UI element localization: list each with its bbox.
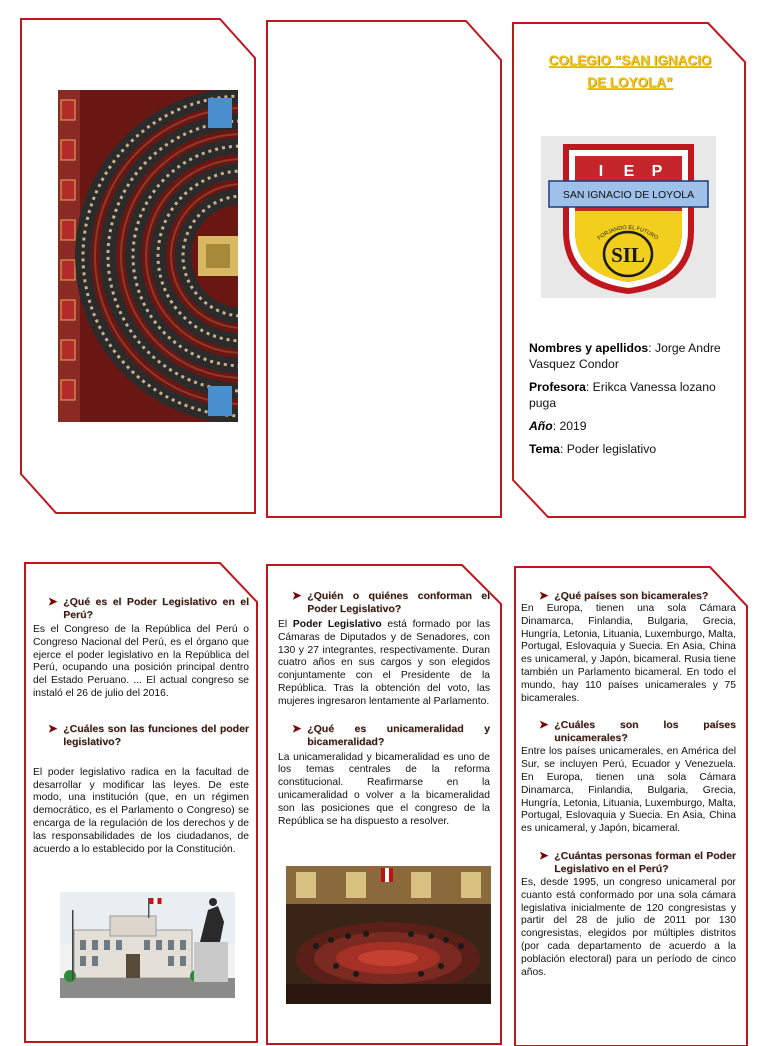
- arrow-bullet-icon: ➤: [48, 596, 58, 608]
- logo-monogram: SIL: [611, 243, 645, 267]
- panel-top-middle: [266, 20, 502, 518]
- arrow-bullet-icon: ➤: [292, 722, 302, 735]
- answer-text: Entre los países unicamerales, en América del Sur, se incluyen Perú, Ecuador y Venezuela. En Europa, tienen una sola Cámara Dinamarca, Finlandia, Bulgaria, Grecia, Hungría, Letonia, Lituania, Luxemburgo, Malta, Portugal, Eslovaquia y Suecia. En Asia, China es unicameral, y Japón, bicameral.: [521, 746, 736, 835]
- panel-cover: [512, 22, 748, 518]
- congress-plenary-photo: [286, 866, 491, 1004]
- answer-text: Es el Congreso de la República del Perú o Congreso Nacional del Perú, es el órgano que ejerce el poder legislativo en la República del Perú, ocupando una posición principal dentro del Estado Peruano. ... El actual congreso se instaló el 26 de julio del 2016.: [33, 624, 249, 699]
- arrow-bullet-icon: ➤: [48, 722, 58, 735]
- cover-title-line-2: DE LOYOLA”: [587, 75, 673, 90]
- congress-hemicycle-photo: [58, 90, 238, 422]
- answer-text: El poder legislativo radica en la facultad de desarrollar y modificar las leyes. De este modo, una institución (que, en un régimen democrático, es el Parlamento o Congreso) se encarga de la regulación de los derechos y de las responsabilidades de los ciudadanos, de acuerdo a lo establecido por la Constitución.: [33, 766, 249, 855]
- arrow-bullet-icon: ➤: [292, 590, 302, 602]
- cover-title: [512, 50, 748, 94]
- info-year: Año: 2019: [529, 419, 587, 433]
- cover-info: [529, 340, 737, 464]
- logo-band-text: SAN IGNACIO DE LOYOLA: [562, 189, 695, 201]
- question-heading: ➤ ¿Quién o quiénes conforman el Poder Legislativo?: [292, 590, 490, 615]
- question-heading: ➤ ¿Qué países son bicamerales?: [539, 590, 709, 602]
- panel-bottom-right: [514, 566, 748, 1046]
- answer-text: El Poder Legislativo está formado por las Cámaras de Diputados y de Senadores, con 130 y 27 integrantes, respectivamente. Duran cuatro años en sus cargos y son elegidos conjuntamente con el Presidente de la República. Tras la obtención del voto, las mujeres ingresaron lentamente al Parlamento.: [278, 619, 490, 707]
- info-teacher: Profesora: Erikca Vanessa lozano puga: [529, 380, 716, 410]
- logo-letter-p: P: [651, 163, 663, 180]
- info-topic: Tema: Poder legislativo: [529, 442, 657, 456]
- question-heading: ➤ ¿Cuáles son los países unicamerales?: [539, 719, 736, 745]
- arrow-bullet-icon: ➤: [539, 849, 549, 862]
- panel-top-left: [20, 18, 256, 514]
- panel-bottom-middle: [266, 564, 502, 1044]
- question-heading: ➤ ¿Cuántas personas forman el Poder Legislativo en el Perú?: [539, 849, 736, 875]
- logo-motto: FORJANDO EL FUTURO: [596, 224, 660, 242]
- answer-text: En Europa, tienen una sola Cámara Dinamarca, Finlandia, Bulgaria, Grecia, Hungría, Letonia, Lituania, Luxemburgo, Malta, Portugal, Eslovaquia y Suecia. En Asia, China es unicameral, y Japón, bicameral. Rusia tiene también un Parlamento bicameral. En todo el mundo, hay 110 países unicamerales y 75 bicamerales.: [521, 603, 736, 704]
- question-heading: ➤ ¿Cuáles son las funciones del poder legislativo?: [48, 722, 249, 748]
- panel-bottom-left: [24, 562, 260, 1042]
- school-logo: [541, 136, 716, 298]
- arrow-bullet-icon: ➤: [539, 590, 549, 602]
- panel-frame: [266, 20, 502, 518]
- congress-building-photo: [60, 892, 235, 998]
- question-heading: ➤ ¿Qué es el Poder Legislativo en el Perú?: [48, 596, 249, 621]
- logo-letter-i: I: [598, 163, 604, 180]
- cover-title-line-1: COLEGIO “SAN IGNACIO: [548, 53, 712, 68]
- arrow-bullet-icon: ➤: [539, 719, 549, 732]
- answer-text: La unicameralidad y bicameralidad es uno de los temas centrales de la reforma constitucional. Reafirmarse en la unicameralidad o volver a la bicameralidad son las posiciones que el congreso de la República se ha dispuesto a resolver.: [278, 751, 490, 827]
- question-heading: ➤ ¿Qué es unicameralidad y bicameralidad?: [292, 722, 490, 748]
- info-names: Nombres y apellidos: Jorge Andre Vasquez Condor: [529, 341, 721, 371]
- logo-letter-e: E: [623, 163, 635, 180]
- answer-text: Es, desde 1995, un congreso unicameral por cuanto está conformado por una sola cámara legislativa inicialmente de 120 congresistas y partir del 28 de julio de 2011 por 130 congresistas, elegidos por múltiples distritos (por cada departamento de acuerdo a la población electoral) para un período de cinco años.: [521, 876, 736, 978]
